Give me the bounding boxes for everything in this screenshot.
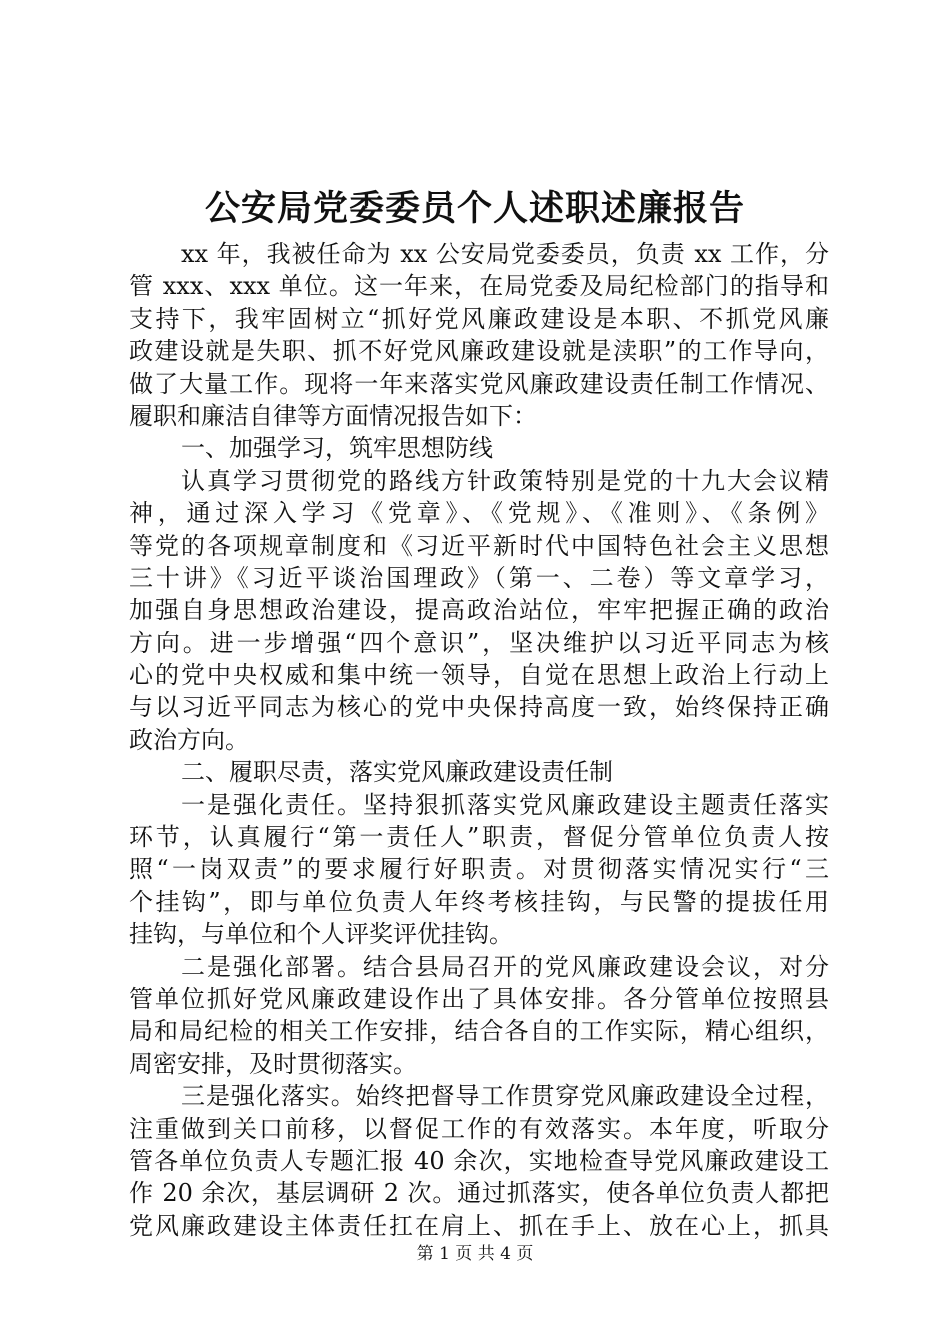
text-line: 做了大量工作。现将一年来落实党风廉政建设责任制工作情况、 — [129, 369, 829, 398]
text-line: 个挂钩”，即与单位负责人年终考核挂钩，与民警的提拔任用 — [129, 887, 829, 916]
text-line: 挂钩，与单位和个人评奖评优挂钩。 — [129, 920, 513, 949]
text-line: 等党的各项规章制度和《习近平新时代中国特色社会主义思想 — [129, 531, 829, 560]
text-line: 注重做到关口前移，以督促工作的有效落实。本年度，听取分 — [129, 1114, 829, 1143]
text-line: 环节，认真履行“第一责任人”职责，督促分管单位负责人按 — [129, 823, 829, 852]
text-line: 三十讲》《习近平谈治国理政》（第一、二卷）等文章学习， — [129, 563, 829, 592]
text-line: 二、履职尽责，落实党风廉政建设责任制 — [181, 758, 613, 787]
text-line: 作 20 余次，基层调研 2 次。通过抓落实，使各单位负责人都把 — [129, 1179, 829, 1208]
document-title: 公安局党委委员个人述职述廉报告 — [204, 188, 745, 229]
page-number-footer: 第 1 页 共 4 页 — [416, 1244, 534, 1264]
text-line: 认真学习贯彻党的路线方针政策特别是党的十九大会议精 — [181, 466, 829, 495]
text-line: 党风廉政建设主体责任扛在肩上、抓在手上、放在心上，抓具 — [129, 1211, 829, 1240]
document-body — [129, 238, 829, 1242]
text-line: 政建设就是失职、抓不好党风廉政建设就是渎职”的工作导向， — [129, 337, 829, 366]
text-line: 管各单位负责人专题汇报 40 余次，实地检查导党风廉政建设工 — [129, 1146, 829, 1175]
text-line: 神，通过深入学习《党章》、《党规》、《准则》、《条例》 — [129, 499, 829, 528]
text-line: 二是强化部署。结合县局召开的党风廉政建设会议，对分 — [181, 952, 829, 981]
text-line: 管单位抓好党风廉政建设作出了具体安排。各分管单位按照县 — [129, 984, 829, 1013]
text-line: 方向。进一步增强“四个意识”，坚决维护以习近平同志为核 — [129, 628, 829, 657]
text-line: 周密安排，及时贯彻落实。 — [129, 1049, 417, 1078]
text-line: 心的党中央权威和集中统一领导，自觉在思想上政治上行动上 — [129, 661, 829, 690]
text-line: xx 年，我被任命为 xx 公安局党委委员，负责 xx 工作，分 — [181, 240, 829, 268]
text-line: 履职和廉洁自律等方面情况报告如下： — [129, 401, 537, 430]
text-line: 支持下，我牢固树立“抓好党风廉政建设是本职、不抓党风廉 — [129, 304, 829, 333]
text-line: 一是强化责任。坚持狠抓落实党风廉政建设主题责任落实 — [181, 790, 829, 819]
text-line: 局和局纪检的相关工作安排，结合各自的工作实际，精心组织， — [129, 1017, 829, 1046]
text-line: 三是强化落实。始终把督导工作贯穿党风廉政建设全过程， — [181, 1082, 829, 1111]
text-line: 照“一岗双责”的要求履行好职责。对贯彻落实情况实行“三 — [129, 855, 829, 884]
text-line: 管 xxx、xxx 单位。这一年来，在局党委及局纪检部门的指导和 — [129, 272, 829, 301]
text-line: 一、加强学习，筑牢思想防线 — [181, 434, 493, 463]
text-line: 加强自身思想政治建设，提高政治站位，牢牢把握正确的政治 — [129, 596, 829, 625]
text-line: 与以习近平同志为核心的党中央保持高度一致，始终保持正确 — [129, 693, 829, 722]
text-line: 政治方向。 — [129, 725, 249, 754]
